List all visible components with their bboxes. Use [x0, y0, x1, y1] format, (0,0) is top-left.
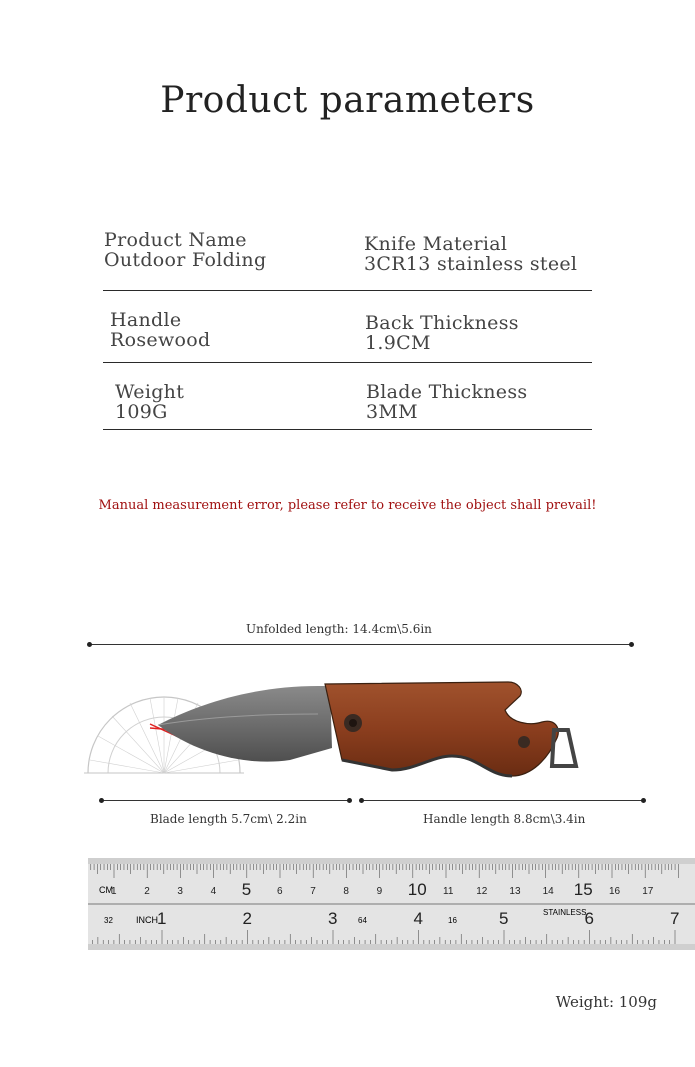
- handle-length-label: Handle length 8.8cm\3.4in: [423, 812, 586, 826]
- ruler-inch-number: 2: [242, 909, 252, 928]
- ruler-cm-number: 4: [210, 886, 217, 897]
- ruler-cm-label: CM: [99, 885, 113, 895]
- knife-handle: [325, 682, 558, 776]
- handle-dimension-line: [362, 800, 644, 801]
- param-weight-value: 109G: [115, 401, 168, 423]
- param-back-thickness-label: Back Thickness: [365, 312, 519, 334]
- ruler-cm-number: 2: [144, 886, 150, 897]
- dimension-endpoint: [99, 798, 104, 803]
- unfolded-length-label: Unfolded length: 14.4cm\5.6in: [246, 622, 432, 636]
- ruler-cm-number: 13: [509, 886, 521, 897]
- param-knife-material-label: Knife Material: [364, 233, 508, 255]
- param-weight-label: Weight: [115, 381, 185, 403]
- param-blade-thickness-label: Blade Thickness: [366, 381, 528, 403]
- ruler-cm-number: 3: [177, 886, 183, 897]
- ruler-inch-label: INCH: [136, 915, 158, 925]
- param-blade-thickness-value: 3MM: [366, 401, 418, 423]
- dimension-endpoint: [87, 642, 92, 647]
- blade-dimension-line: [102, 800, 350, 801]
- ruler: [88, 858, 695, 950]
- ruler-cm-number: 17: [642, 886, 654, 897]
- dimension-endpoint: [629, 642, 634, 647]
- ruler-cm-number: 10: [407, 880, 427, 899]
- knife-illustration: [80, 648, 600, 788]
- weight-caption: Weight: 109g: [555, 993, 657, 1011]
- ruler-inch-number: 5: [499, 909, 509, 928]
- table-divider: [103, 429, 592, 430]
- ruler-inch-number: 6: [584, 909, 594, 928]
- lanyard-ring: [552, 730, 576, 766]
- ruler-inch-number: 7: [670, 909, 680, 928]
- ruler-inch-number: 1: [157, 909, 167, 928]
- param-product-name-value: Outdoor Folding: [104, 249, 267, 271]
- unfolded-dimension-line: [90, 644, 632, 645]
- ruler-cm-number: 1: [111, 886, 117, 897]
- ruler-stainless-label: STAINLESS: [543, 908, 587, 917]
- ruler-cm-number: 12: [476, 886, 488, 897]
- ruler-cm-number: 14: [542, 886, 554, 897]
- ruler-cm-number: 5: [241, 880, 252, 899]
- ruler-cm-number: 8: [343, 886, 349, 897]
- page-title: Product parameters: [160, 80, 535, 121]
- param-handle-label: Handle: [110, 309, 182, 331]
- table-divider: [103, 362, 592, 363]
- param-product-name-label: Product Name: [104, 229, 247, 251]
- ruler-inch-number: 3: [328, 909, 338, 928]
- ruler-cm-number: 7: [310, 886, 316, 897]
- ruler-fraction-64: 64: [358, 916, 367, 925]
- ruler-cm-number: 16: [609, 886, 621, 897]
- param-back-thickness-value: 1.9CM: [365, 332, 431, 354]
- measurement-warning: Manual measurement error, please refer to receive the object shall prevail!: [98, 498, 597, 513]
- blade-length-label: Blade length 5.7cm\ 2.2in: [150, 812, 307, 826]
- ruler-cm-number: 9: [376, 886, 383, 897]
- ruler-fraction-16: 16: [448, 916, 457, 925]
- param-handle-value: Rosewood: [110, 329, 211, 351]
- param-knife-material-value: 3CR13 stainless steel: [364, 253, 578, 275]
- knife-blade: [158, 686, 332, 762]
- ruler-inch-number: 4: [413, 909, 423, 928]
- ruler-cm-number: 15: [573, 880, 593, 899]
- dimension-endpoint: [641, 798, 646, 803]
- handle-screw: [518, 736, 530, 748]
- ruler-fraction-32: 32: [104, 916, 113, 925]
- ruler-cm-number: 6: [277, 886, 283, 897]
- table-divider: [103, 290, 592, 291]
- dimension-endpoint: [359, 798, 364, 803]
- ruler-cm-number: 11: [443, 886, 454, 897]
- dimension-endpoint: [347, 798, 352, 803]
